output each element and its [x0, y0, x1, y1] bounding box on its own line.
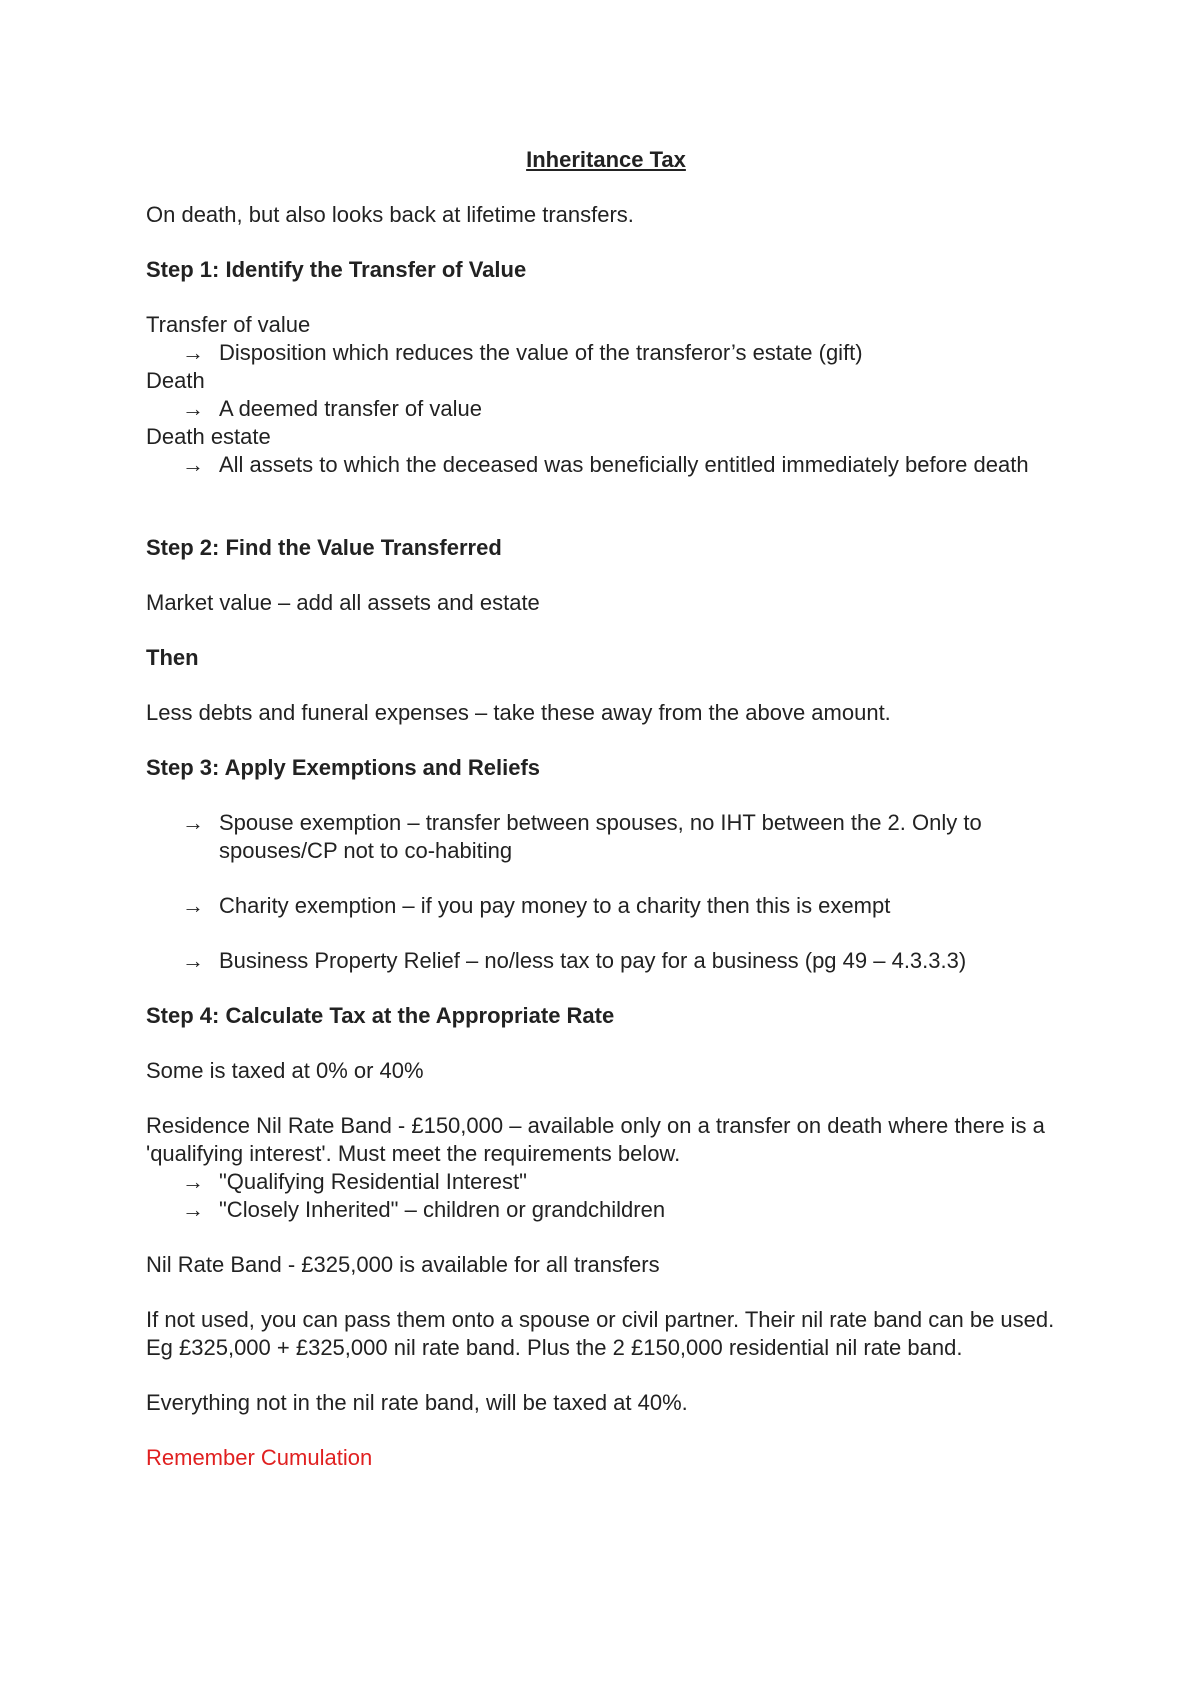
rate-note-text: Some is taxed at 0% or 40%: [146, 1058, 424, 1083]
requirement-text: "Closely Inherited" – children or grandchildren: [219, 1197, 666, 1222]
exemption-text: Business Property Relief – no/less tax to pay for a business (pg 49 – 4.3.3.3): [219, 948, 967, 973]
intro-text: On death, but also looks back at lifetime transfers.: [146, 202, 634, 227]
rnrb-requirement-item: [146, 1168, 1066, 1196]
step2-heading: Step 2: Find the Value Transferred: [146, 535, 502, 560]
step1-definition-transfer: [146, 339, 1066, 367]
definition-text: Disposition which reduces the value of the transferor’s estate (gift): [219, 340, 863, 365]
document-content: [146, 146, 1066, 1499]
exemption-text: Spouse exemption – transfer between spouses, no IHT between the 2. Only to spouses/CP not to co-habiting: [219, 810, 982, 863]
market-value-text: Market value – add all assets and estate: [146, 590, 540, 615]
exemption-item-charity: [146, 892, 1066, 920]
nrb-text: Nil Rate Band - £325,000 is available for all transfers: [146, 1252, 660, 1277]
step1-definition-death: [146, 395, 1066, 423]
exemption-item-spouse: [146, 809, 1066, 865]
exemption-text: Charity exemption – if you pay money to a charity then this is exempt: [219, 893, 891, 918]
definition-text: A deemed transfer of value: [219, 396, 482, 421]
rnrb-text: Residence Nil Rate Band - £150,000 – available only on a transfer on death where there is a 'qualifying interest'. Must meet the requirements below.: [146, 1113, 1045, 1166]
transfer-note-text: If not used, you can pass them onto a spouse or civil partner. Their nil rate band can be used. Eg £325,000 + £325,000 nil rate band. Plus the 2 £150,000 residential nil rate band.: [146, 1307, 1055, 1360]
arrow-icon: →: [182, 396, 204, 421]
definition-text: All assets to which the deceased was beneficially entitled immediately before death: [219, 452, 1029, 477]
step1-definition-death-estate: [146, 451, 1066, 479]
arrow-icon: →: [182, 1169, 204, 1194]
step1-term-transfer: Transfer of value: [146, 312, 311, 337]
then-heading: Then: [146, 645, 199, 670]
step4-heading: Step 4: Calculate Tax at the Appropriate Rate: [146, 1003, 615, 1028]
remember-cumulation-text: Remember Cumulation: [146, 1445, 373, 1470]
step1-term-death: Death: [146, 368, 205, 393]
everything-note-text: Everything not in the nil rate band, will be taxed at 40%.: [146, 1390, 688, 1415]
requirement-text: "Qualifying Residential Interest": [219, 1169, 527, 1194]
step1-term-death-estate: Death estate: [146, 424, 271, 449]
arrow-icon: →: [182, 893, 204, 918]
step1-heading: Step 1: Identify the Transfer of Value: [146, 257, 527, 282]
document-title: Inheritance Tax: [526, 147, 686, 172]
less-debts-text: Less debts and funeral expenses – take these away from the above amount.: [146, 700, 891, 725]
arrow-icon: →: [182, 810, 204, 835]
arrow-icon: →: [182, 948, 204, 973]
arrow-icon: →: [182, 340, 204, 365]
step3-heading: Step 3: Apply Exemptions and Reliefs: [146, 755, 541, 780]
arrow-icon: →: [182, 452, 204, 477]
exemption-item-business-property: [146, 947, 1066, 975]
arrow-icon: →: [182, 1197, 204, 1222]
rnrb-requirement-item: [146, 1196, 1066, 1224]
